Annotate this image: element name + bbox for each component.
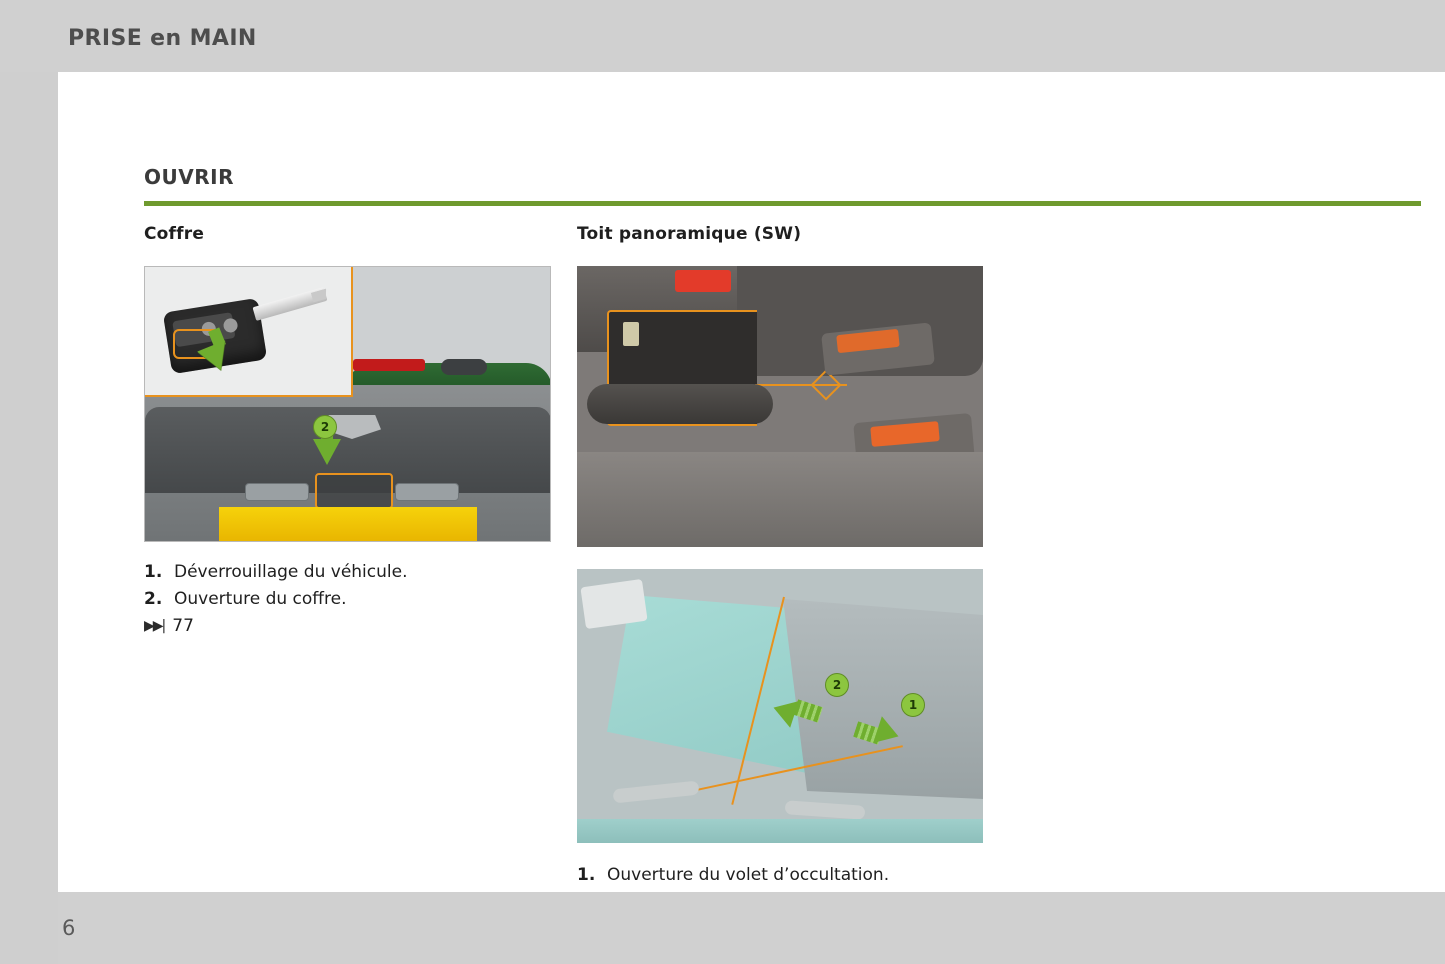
- roof-blind-panel: [783, 599, 983, 799]
- callout-badge-2-trunk: 2: [313, 415, 337, 439]
- list-item: [577, 865, 987, 885]
- key-and-trunk-illustration: [144, 266, 551, 542]
- plate-light-left: [245, 483, 309, 501]
- page-footer-band: [58, 892, 1445, 964]
- sun-visor: [580, 579, 647, 629]
- left-caption-list: [144, 562, 554, 609]
- brake-light: [353, 359, 425, 371]
- licence-plate: [219, 507, 477, 542]
- key-blade: [253, 287, 328, 321]
- caption-text: Ouverture du coffre.: [174, 589, 347, 609]
- page-header-band: [0, 0, 1445, 72]
- page-sheet: [58, 72, 1445, 892]
- right-column: [577, 224, 987, 939]
- interior-red-lamp: [675, 270, 731, 292]
- right-column-subtitle: Toit panoramique (SW): [577, 224, 802, 244]
- cabin-floor: [577, 452, 983, 547]
- list-item: [144, 589, 554, 609]
- key-fob-inset: [145, 267, 353, 397]
- caption-number: 2.: [144, 589, 163, 609]
- left-column-subtitle: Coffre: [144, 224, 205, 244]
- left-page-reference: [144, 616, 554, 636]
- console-controls-illustration: [577, 266, 983, 547]
- roof-handle: [441, 359, 487, 375]
- list-item: [144, 562, 554, 582]
- section-title: OUVRIR: [144, 165, 234, 189]
- panoramic-roof-illustration: [577, 569, 983, 843]
- reference-page-number: 77: [172, 616, 194, 636]
- caption-text: Ouverture du volet d’occultation.: [607, 865, 890, 885]
- roof-blind-switch: [623, 322, 639, 346]
- section-divider-rule: [144, 201, 1421, 206]
- caption-number: 1.: [577, 865, 596, 885]
- windscreen-edge: [577, 819, 983, 843]
- centre-armrest: [587, 384, 773, 424]
- page-header-title: PRISE en MAIN: [68, 26, 257, 51]
- trunk-open-arrow-icon: [313, 439, 341, 465]
- callout-badge-1-roof: 1: [901, 693, 925, 717]
- caption-text: Déverrouillage du véhicule.: [174, 562, 408, 582]
- page-number: 6: [62, 916, 76, 940]
- caption-number: 1.: [144, 562, 163, 582]
- left-column: [144, 224, 554, 636]
- callout-badge-2-roof: 2: [825, 673, 849, 697]
- trunk-release-highlight: [315, 473, 393, 509]
- fast-forward-icon: ▶▶|: [144, 618, 165, 634]
- plate-light-right: [395, 483, 459, 501]
